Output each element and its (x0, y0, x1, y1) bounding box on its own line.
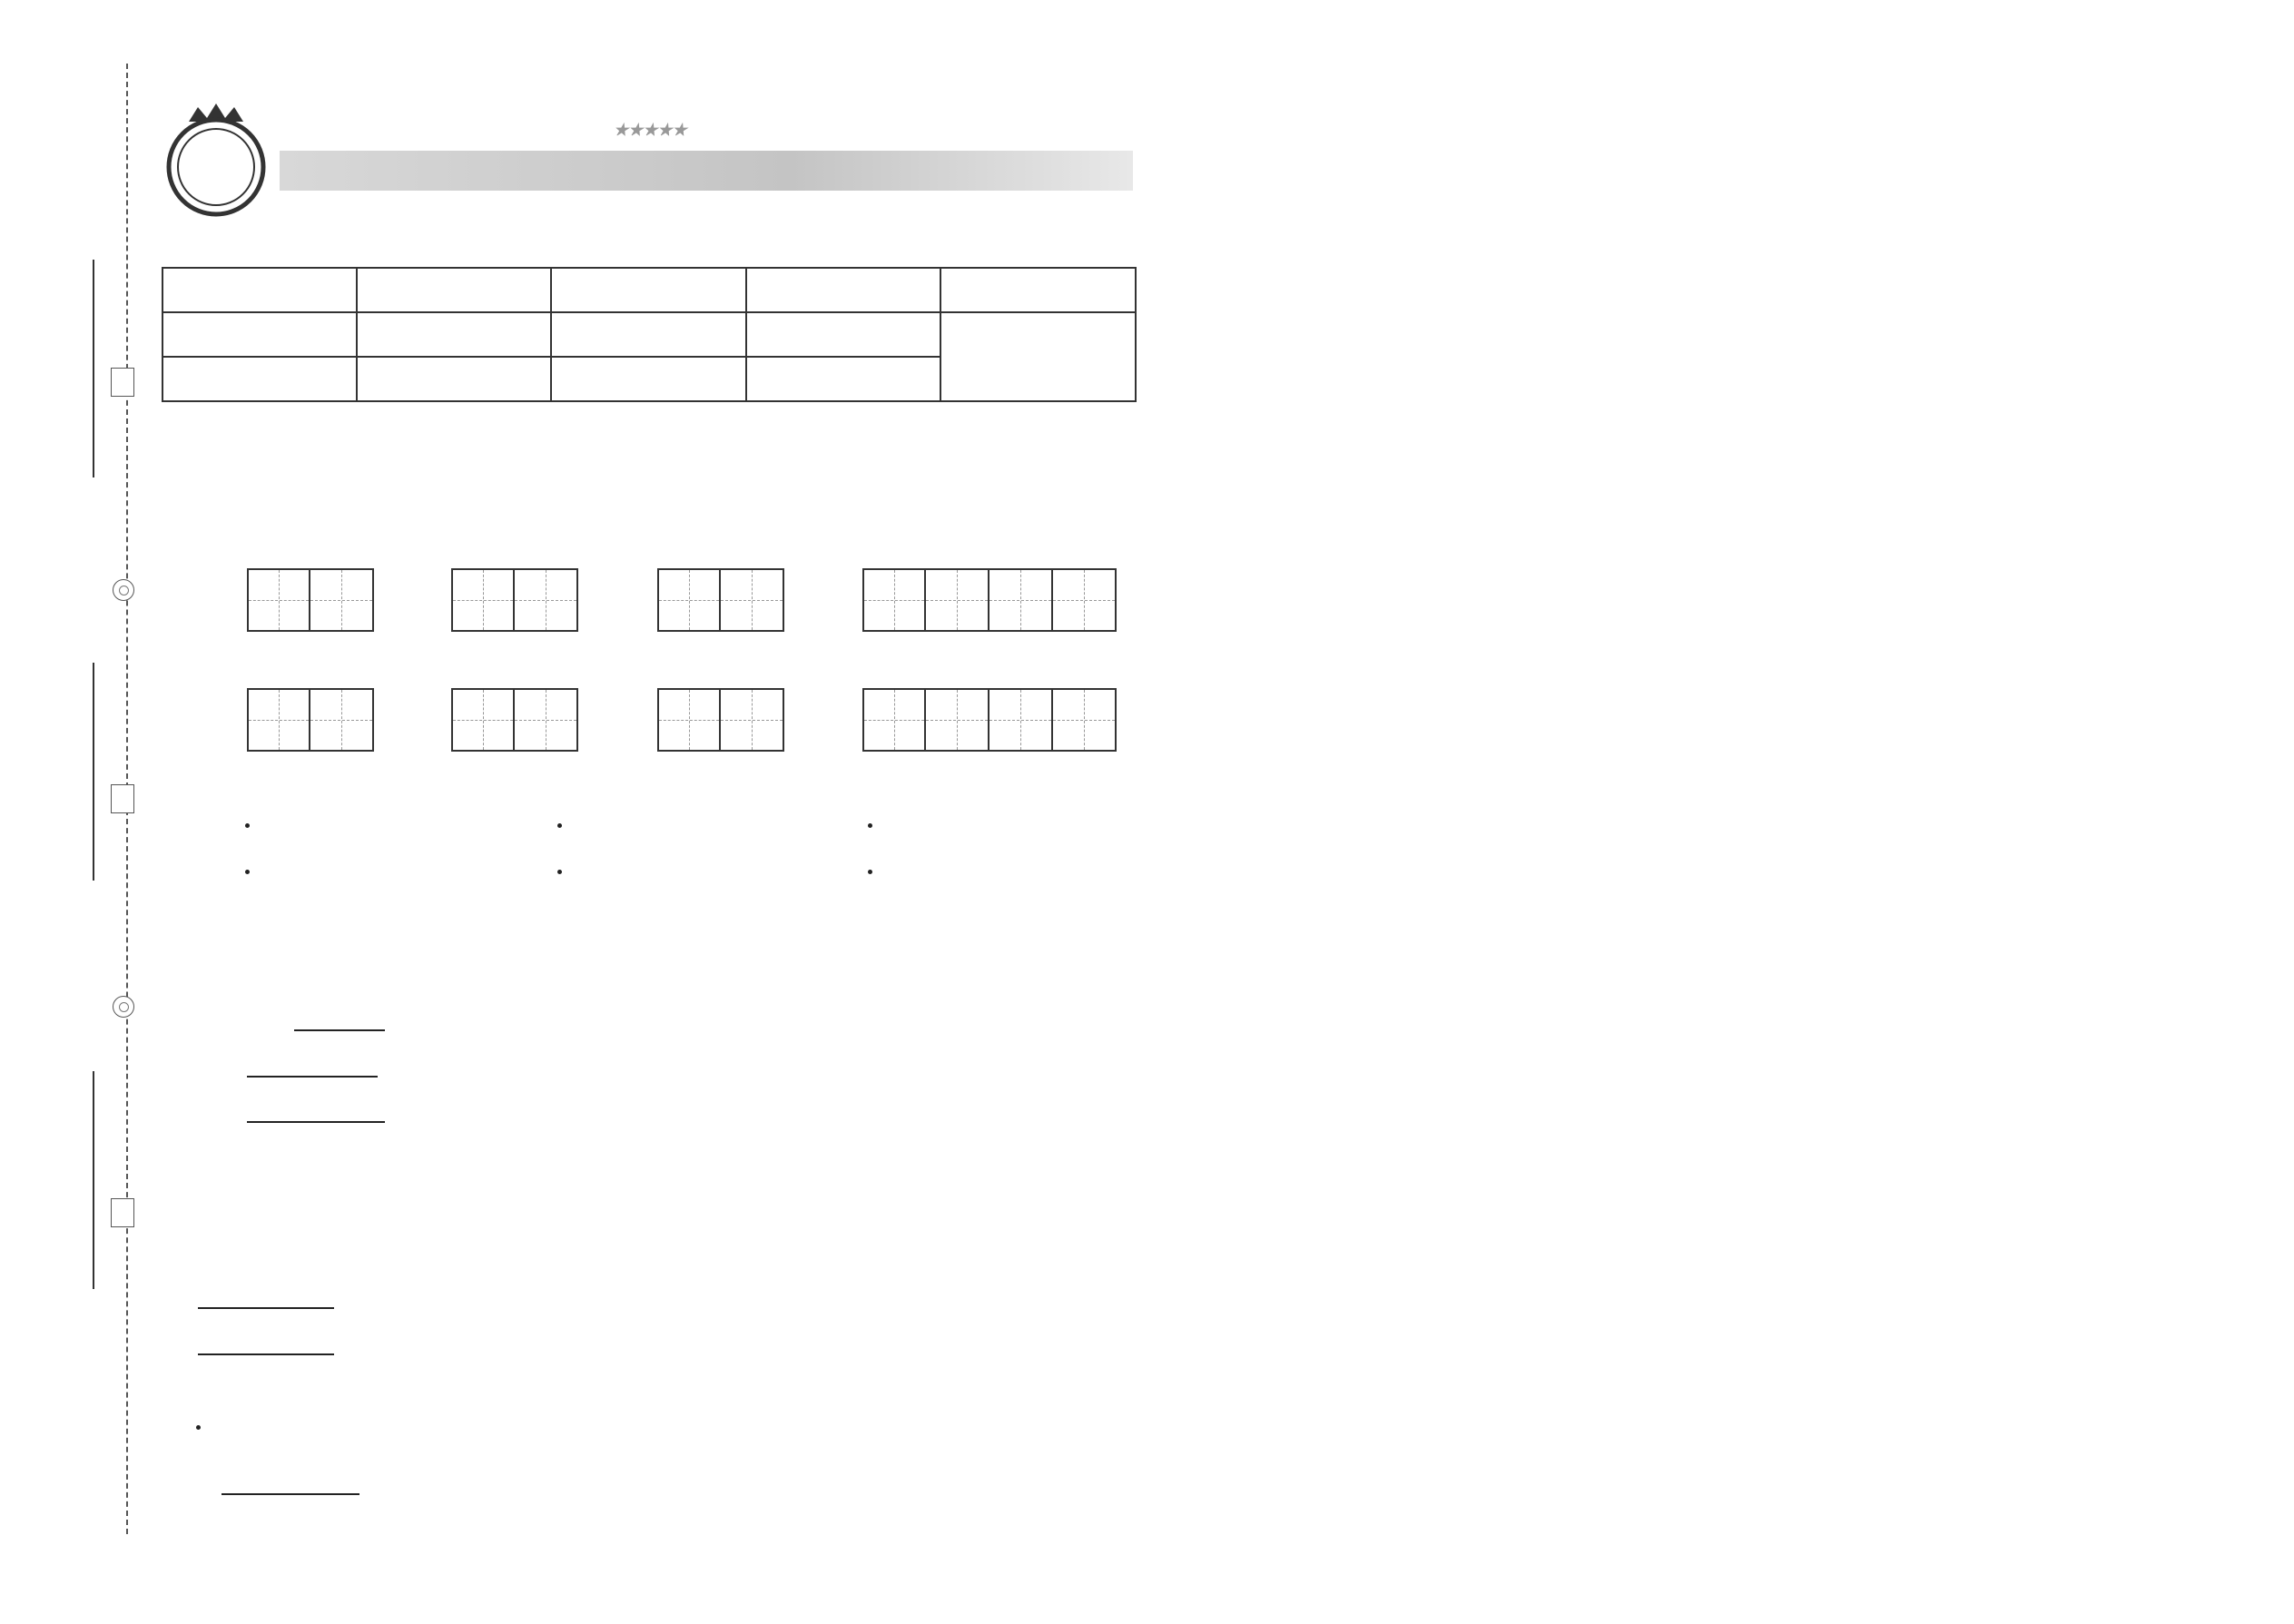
grader-cell[interactable] (746, 357, 941, 401)
title-ribbon (280, 151, 1133, 191)
series-mark: ★★★★★ (614, 121, 687, 140)
binding-mark-mi (111, 1198, 134, 1227)
score-col-total (940, 268, 1136, 312)
binding-mark-feng (111, 784, 134, 813)
binding-hole-icon (113, 579, 134, 601)
char-grid[interactable] (451, 568, 578, 632)
score-col-label (162, 268, 357, 312)
total-score-cell[interactable] (940, 312, 1136, 401)
answer-blank[interactable] (294, 1008, 385, 1031)
q5-item-1-answer (222, 1469, 359, 1495)
answer-blank[interactable] (198, 1285, 334, 1309)
char-grid[interactable] (247, 688, 374, 752)
class-write-line (93, 663, 94, 881)
score-col-2 (551, 268, 746, 312)
answer-blank[interactable] (325, 1054, 378, 1078)
answer-blank[interactable] (222, 1471, 359, 1495)
binding-mark-xian (111, 368, 134, 397)
grader-row-label (162, 357, 357, 401)
name-write-line (93, 1071, 94, 1289)
q3-passage-line (247, 1051, 378, 1078)
answer-blank[interactable] (247, 1054, 325, 1078)
score-col-1 (357, 268, 552, 312)
char-grid[interactable] (247, 568, 374, 632)
q3-passage-line (294, 1005, 385, 1031)
q4-item-2 (198, 1329, 334, 1355)
score-table (162, 267, 1137, 402)
answer-blank[interactable] (300, 1099, 385, 1123)
answer-blank[interactable] (198, 1332, 334, 1355)
char-grid[interactable] (657, 688, 784, 752)
grader-cell[interactable] (357, 357, 552, 401)
score-row-label (162, 312, 357, 357)
char-grid[interactable] (862, 568, 1117, 632)
char-grid[interactable] (451, 688, 578, 752)
score-cell[interactable] (551, 312, 746, 357)
char-grid[interactable] (862, 688, 1117, 752)
score-col-3 (746, 268, 941, 312)
q4-item-1 (198, 1283, 334, 1309)
school-write-line (93, 260, 94, 477)
char-grid[interactable] (657, 568, 784, 632)
publisher-logo (162, 102, 271, 220)
q3-passage-line (247, 1097, 385, 1123)
answer-blank[interactable] (247, 1099, 300, 1123)
score-cell[interactable] (746, 312, 941, 357)
grader-cell[interactable] (551, 357, 746, 401)
binding-hole-icon (113, 996, 134, 1018)
score-cell[interactable] (357, 312, 552, 357)
